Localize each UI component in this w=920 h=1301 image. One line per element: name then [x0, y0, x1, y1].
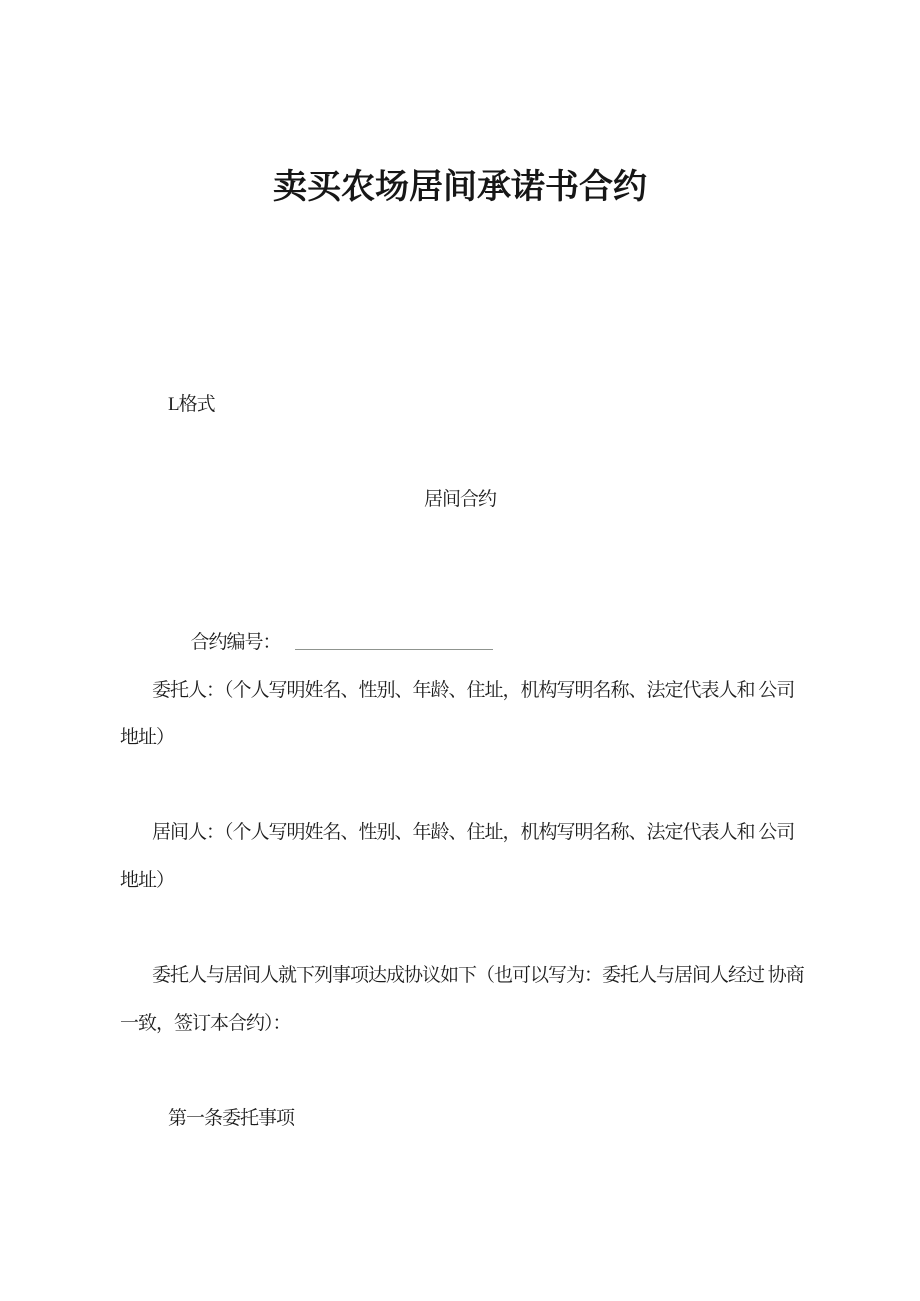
section-label: L格式: [168, 394, 215, 415]
client-paragraph-line2: 地址）: [120, 727, 175, 749]
contract-number-label: 合约编号：: [190, 631, 281, 653]
spacer: [0, 762, 920, 810]
contract-number-blank: [295, 631, 493, 650]
spacer: [0, 524, 920, 572]
spacer: [0, 1047, 920, 1095]
article1-heading: 第一条委托事项: [168, 1107, 295, 1129]
document-body: [0, 381, 920, 1143]
document-title: 卖买农场居间承诺书合约: [273, 168, 647, 206]
agreement-paragraph-line2: 一致，签订本合约）：: [120, 1012, 291, 1034]
client-paragraph-line1: 委托人：（个人写明姓名、性别、年龄、住址，机构写明名称、法定代表人和 公司: [152, 679, 795, 701]
agreement-paragraph-line1: 委托人与居间人就下列事项达成协议如下（也可以写为：委托人与居间人经过 协商: [152, 965, 804, 987]
contract-number-line: [0, 571, 920, 653]
broker-paragraph-line2: 地址）: [120, 869, 175, 891]
spacer: [0, 905, 920, 953]
document-subtitle: 居间合约: [423, 489, 496, 511]
broker-paragraph-line1: 居间人：（个人写明姓名、性别、年龄、住址，机构写明名称、法定代表人和 公司: [152, 822, 795, 844]
spacer: [0, 429, 920, 477]
